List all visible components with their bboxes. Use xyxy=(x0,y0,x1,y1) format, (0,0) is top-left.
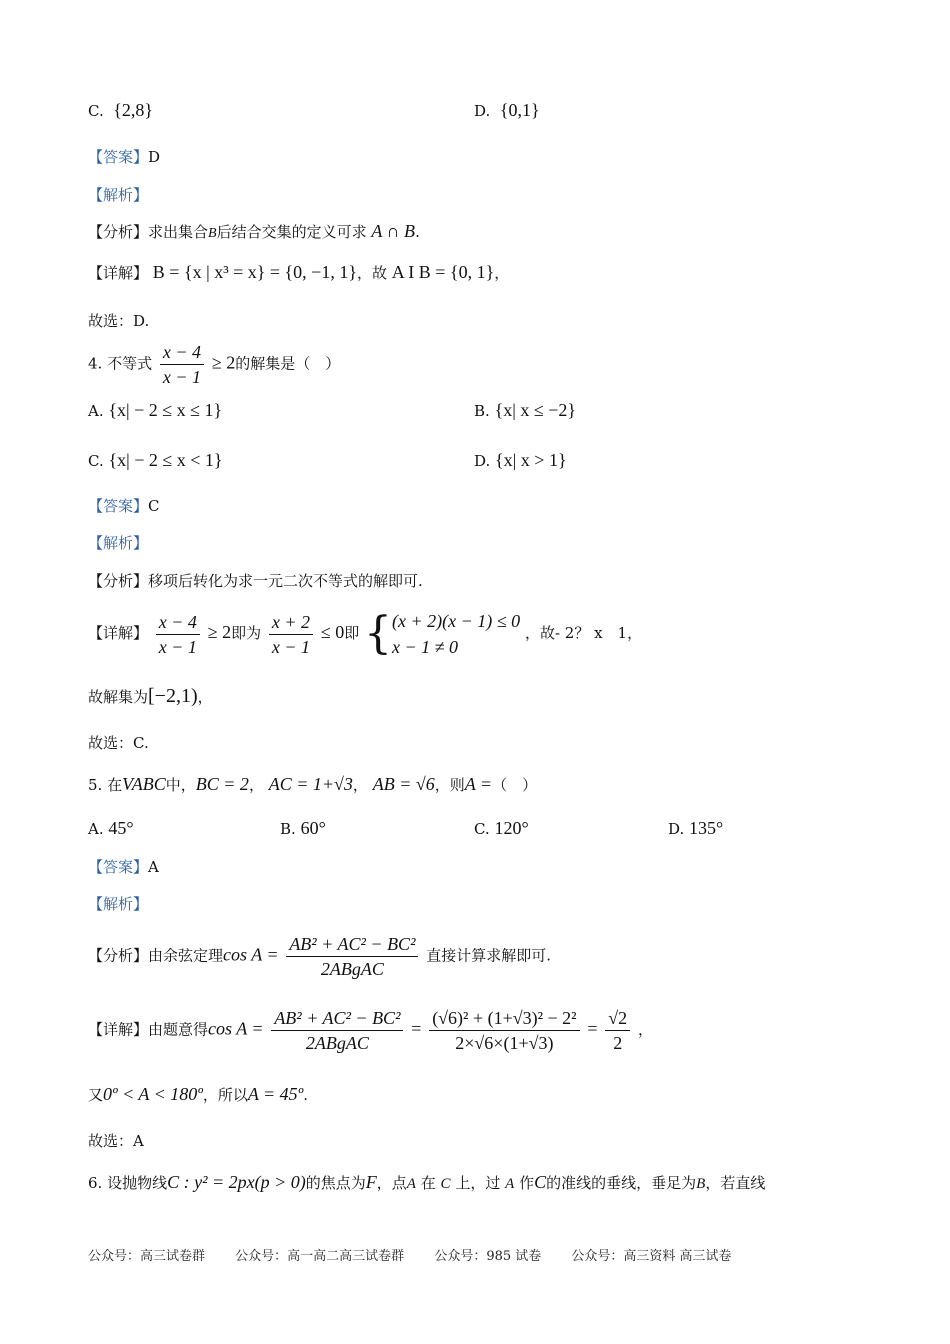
q4-stem: 4. 不等式 $\frac{x - 4}{x - 1}$ ≥ 2的解集是（ ） xyxy=(88,342,341,387)
q5-cosine-formula-fraction: $\frac{\text{AB² + AC² − BC²}}{\text{2ABgAC}}$ xyxy=(286,932,418,981)
q5-detail-fraction-1: $\frac{\text{AB² + AC² − BC²}}{\text{2ABgAC}}$ xyxy=(271,1006,403,1055)
q3-xiangjie: 【详解】 B = {x | x³ = x} = {0, −1, 1}，故 A I B = {0, 1}， xyxy=(88,262,510,282)
footer-item: 公众号：高三试卷群 xyxy=(88,1249,206,1264)
q3-fenxi: 【分析】求出集合B后结合交集的定义可求 A ∩ B. xyxy=(88,221,420,241)
q5-option-a: A. 45° xyxy=(88,818,134,838)
q5-answer: 【答案】A xyxy=(88,858,159,876)
q3-option-c: C. {2,8} xyxy=(88,100,154,120)
q5-analysis-tag: 【解析】 xyxy=(88,895,149,913)
q4-solution-set: 故解集为[−2,1)， xyxy=(88,685,213,707)
q3-analysis-tag: 【解析】 xyxy=(88,186,149,204)
q4-inequality-system: (x + 2)(x − 1) ≤ 0 x − 1 ≠ 0 xyxy=(392,611,521,657)
q5-option-d: D. 135° xyxy=(668,818,724,838)
q4-conclusion: 故选：C. xyxy=(88,734,149,752)
q4-detail-fraction-1: $\frac{x - 4}{x - 1}$ xyxy=(156,610,200,659)
q4-fenxi: 【分析】移项后转化为求一元二次不等式的解即可. xyxy=(88,572,423,590)
q4-detail-fraction-2: $\frac{x + 2}{x - 1}$ xyxy=(269,610,313,659)
q5-detail-fraction-3: $\frac{√2}{2}$ xyxy=(605,1006,630,1055)
footer-item: 公众号：高一高二高三试卷群 xyxy=(235,1249,405,1264)
q5-fenxi: 【分析】由余弦定理cos A = $\frac{\text{AB² + AC² − BC²}}{\text{2ABgAC}}$ 直接计算求解即可. xyxy=(88,934,552,979)
footer-item: 公众号：高三资料 高三试卷 xyxy=(571,1249,732,1264)
footer-item: 公众号：985 试卷 xyxy=(434,1249,542,1264)
q4-answer: 【答案】C xyxy=(88,497,160,515)
q4-stem-fraction: $\frac{x - 4}{x - 1}$ xyxy=(160,340,204,389)
q5-detail-fraction-2: $\frac{\text{(√6)² + (1+√3)² − 2²}}{2\times√6\times(1+√3)}$ xyxy=(429,1006,579,1055)
q3-conclusion: 故选：D. xyxy=(88,312,150,330)
q6-stem: 6. 设抛物线C : y² = 2px(p > 0)的焦点为F，点A 在 C 上，过 A 作C的准线的垂线，垂足为B，若直线 xyxy=(88,1172,766,1192)
q5-conclusion: 故选：A xyxy=(88,1132,144,1150)
q4-option-a: A. {x| − 2 ≤ x ≤ 1} xyxy=(88,400,223,420)
q5-option-b: B. 60° xyxy=(280,818,326,838)
q4-option-b: B. {x| x ≤ −2} xyxy=(474,400,576,420)
system-brace-icon: { xyxy=(364,608,393,659)
q4-analysis-tag: 【解析】 xyxy=(88,534,149,552)
page-footer xyxy=(88,1245,758,1264)
q5-xiangjie: 【详解】由题意得cos A = $\frac{\text{AB² + AC² − BC²}}{\text{2ABgAC}}$ = $\frac{\text{(√6)² + (1+√3)² − 2²}}{2\times√6\times(1+√3)}$ = $\frac{√2}{2}$ ， xyxy=(88,1008,653,1053)
q5-option-c: C. 120° xyxy=(474,818,529,838)
q3-answer: 【答案】D xyxy=(88,148,161,166)
q5-stem: 5. 在VABC中，BC = 2， AC = 1+√3， AB = √6，则A =（ ） xyxy=(88,774,538,794)
q5-range: 又0º < A < 180º，所以A = 45º. xyxy=(88,1084,309,1104)
q4-option-c: C. {x| − 2 ≤ x < 1} xyxy=(88,450,223,470)
q4-option-d: D. {x| x > 1} xyxy=(474,450,567,470)
q3-option-d: D. {0,1} xyxy=(474,100,540,120)
q4-xiangjie: 【详解】 $\frac{x - 4}{x - 1}$ ≥ 2即为 $\frac{x + 2}{x - 1}$ ≤ 0即 { (x + 2)(x − 1) ≤ 0 x − 1 ≠ 0 ，故- 2？ x 1， xyxy=(88,608,643,659)
